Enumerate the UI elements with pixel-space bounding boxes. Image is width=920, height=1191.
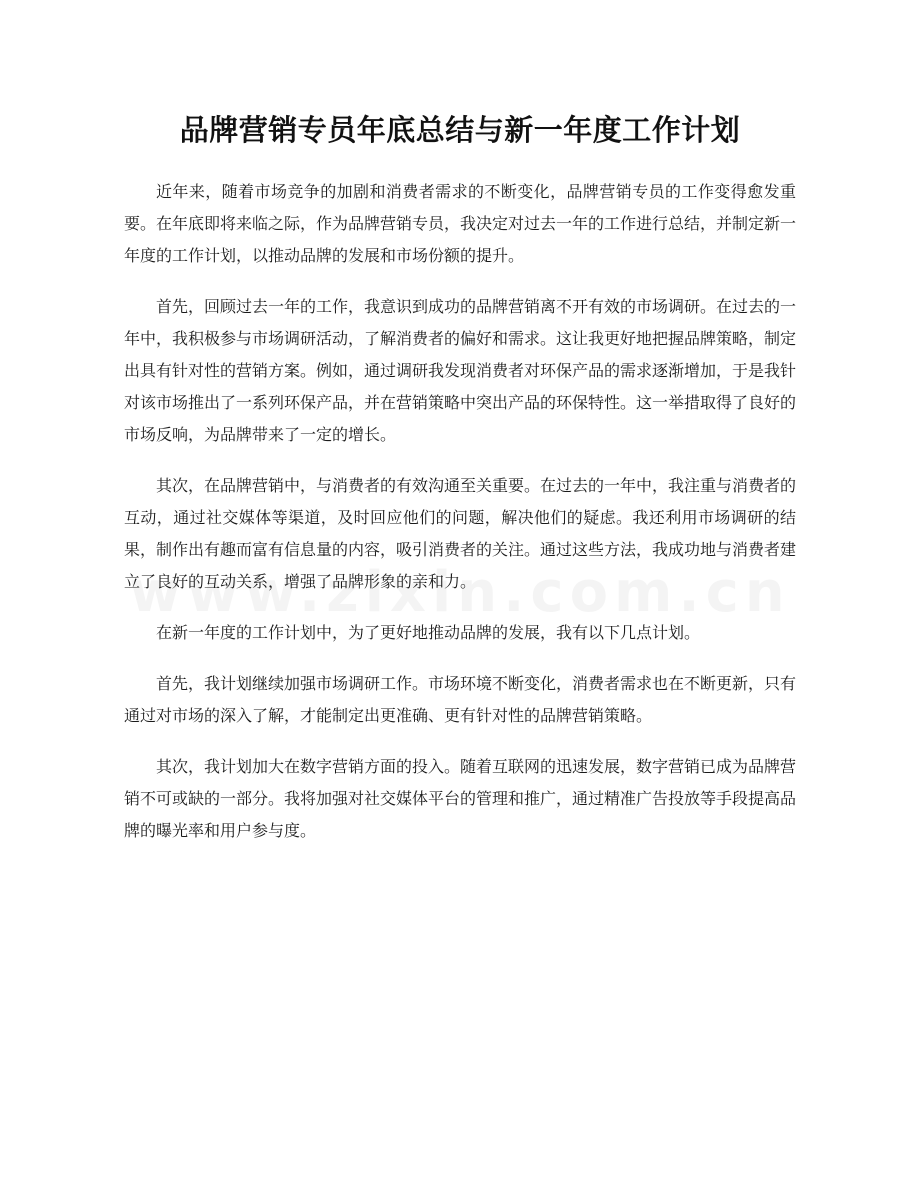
page-title: 品牌营销专员年底总结与新一年度工作计划 [179, 113, 741, 147]
paragraph-plan-digital-marketing: 其次，我计划加大在数字营销方面的投入。随着互联网的迅速发展，数字营销已成为品牌营销不可或缺的一部分。我将加强对社交媒体平台的管理和推广，通过精准广告投放等手段提高品牌的曝光率和用户参与度。 [124, 757, 797, 840]
paragraph-consumer-communication: 其次，在品牌营销中，与消费者的有效沟通至关重要。在过去的一年中，我注重与消费者的互动，通过社交媒体等渠道，及时回应他们的问题，解决他们的疑虑。我还利用市场调研的结果，制作出有趣而富有信息量的内容，吸引消费者的关注。通过这些方法，我成功地与消费者建立了良好的互动关系，增强了品牌形象的亲和力。 [124, 476, 797, 591]
paragraph-plan-intro: 在新一年度的工作计划中，为了更好地推动品牌的发展，我有以下几点计划。 [156, 623, 701, 642]
paragraph-intro: 近年来，随着市场竞争的加剧和消费者需求的不断变化，品牌营销专员的工作变得愈发重要。在年底即将来临之际，作为品牌营销专员，我决定对过去一年的工作进行总结，并制定新一年度的工作计划，以推动品牌的发展和市场份额的提升。 [124, 182, 797, 265]
paragraph-market-research-review: 首先，回顾过去一年的工作，我意识到成功的品牌营销离不开有效的市场调研。在过去的一年中，我积极参与市场调研活动，了解消费者的偏好和需求。这让我更好地把握品牌策略，制定出具有针对性的营销方案。例如，通过调研我发现消费者对环保产品的需求逐渐增加，于是我针对该市场推出了一系列环保产品，并在营销策略中突出产品的环保特性。这一举措取得了良好的市场反响，为品牌带来了一定的增长。 [124, 297, 797, 444]
document-body [124, 176, 796, 866]
paragraph-plan-market-research: 首先，我计划继续加强市场调研工作。市场环境不断变化，消费者需求也在不断更新，只有通过对市场的深入了解，才能制定出更准确、更有针对性的品牌营销策略。 [124, 674, 797, 725]
